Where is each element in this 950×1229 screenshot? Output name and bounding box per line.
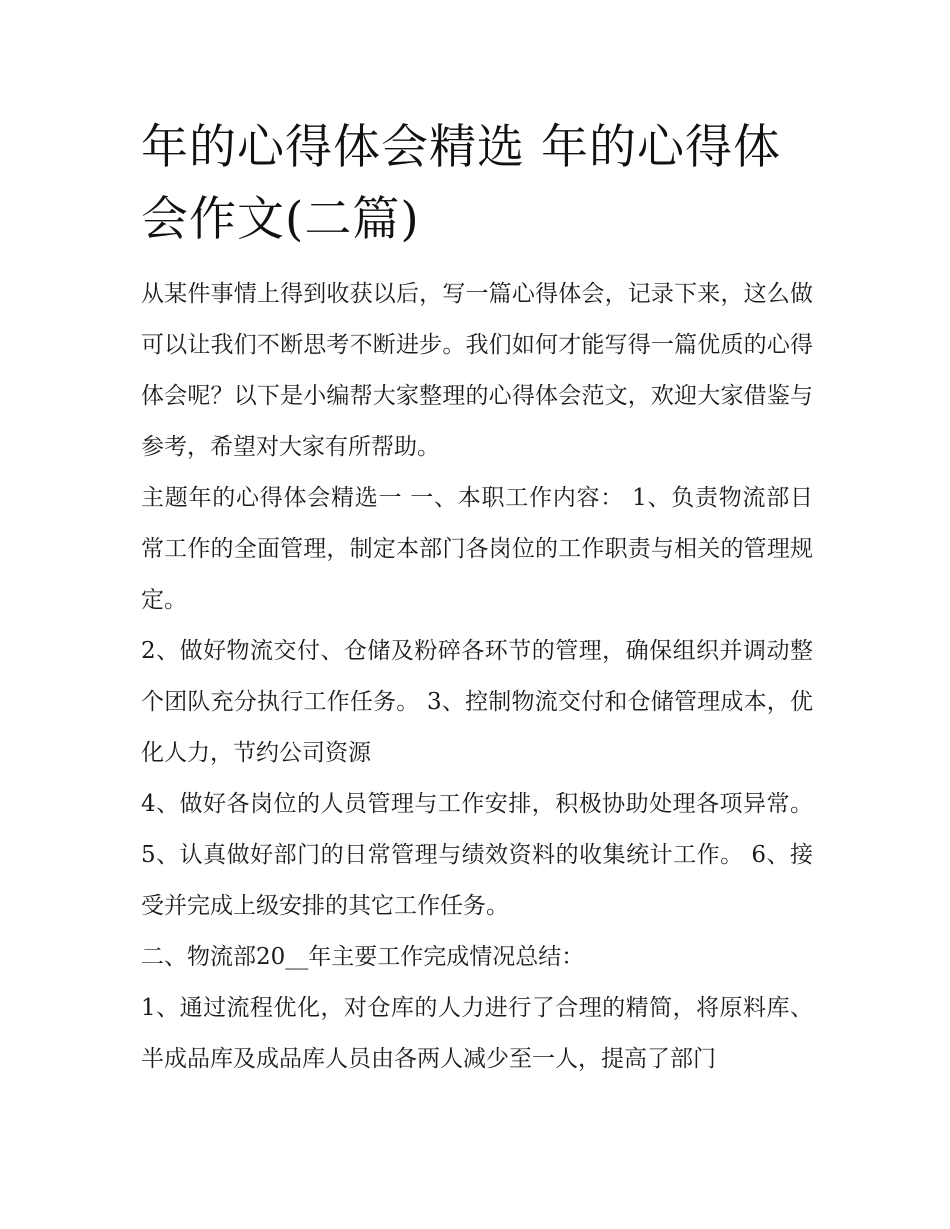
paragraph-job-duties: 主题年的心得体会精选一 一、本职工作内容： 1、负责物流部日常工作的全面管理，制定本部门各岗位的工作职责与相关的管理规定。 <box>141 485 813 613</box>
paragraph-section-heading: 二、物流部20__年主要工作完成情况总结： <box>141 944 585 970</box>
document-body <box>141 112 813 1085</box>
document-title: 年的心得体会精选 年的心得体会作文(二篇) <box>141 120 781 247</box>
paragraph-summary-1: 1、通过流程优化，对仓库的人力进行了合理的精简，将原料库、半成品库及成品库人员由各两人减少至一人，提高了部门 <box>141 995 813 1072</box>
paragraph-intro: 从某件事情上得到收获以后，写一篇心得体会，记录下来，这么做可以让我们不断思考不断进步。我们如何才能写得一篇优质的心得体会呢？以下是小编帮大家整理的心得体会范文，欢迎大家借鉴与参考，希望对大家有所帮助。 <box>141 281 813 460</box>
paragraph-duties-4-6: 4、做好各岗位的人员管理与工作安排，积极协助处理各项异常。 5、认真做好部门的日常管理与绩效资料的收集统计工作。 6、接受并完成上级安排的其它工作任务。 <box>141 791 813 919</box>
paragraph-duties-2-3: 2、做好物流交付、仓储及粉碎各环节的管理，确保组织并调动整个团队充分执行工作任务。 3、控制物流交付和仓储管理成本，优化人力，节约公司资源 <box>141 638 813 766</box>
